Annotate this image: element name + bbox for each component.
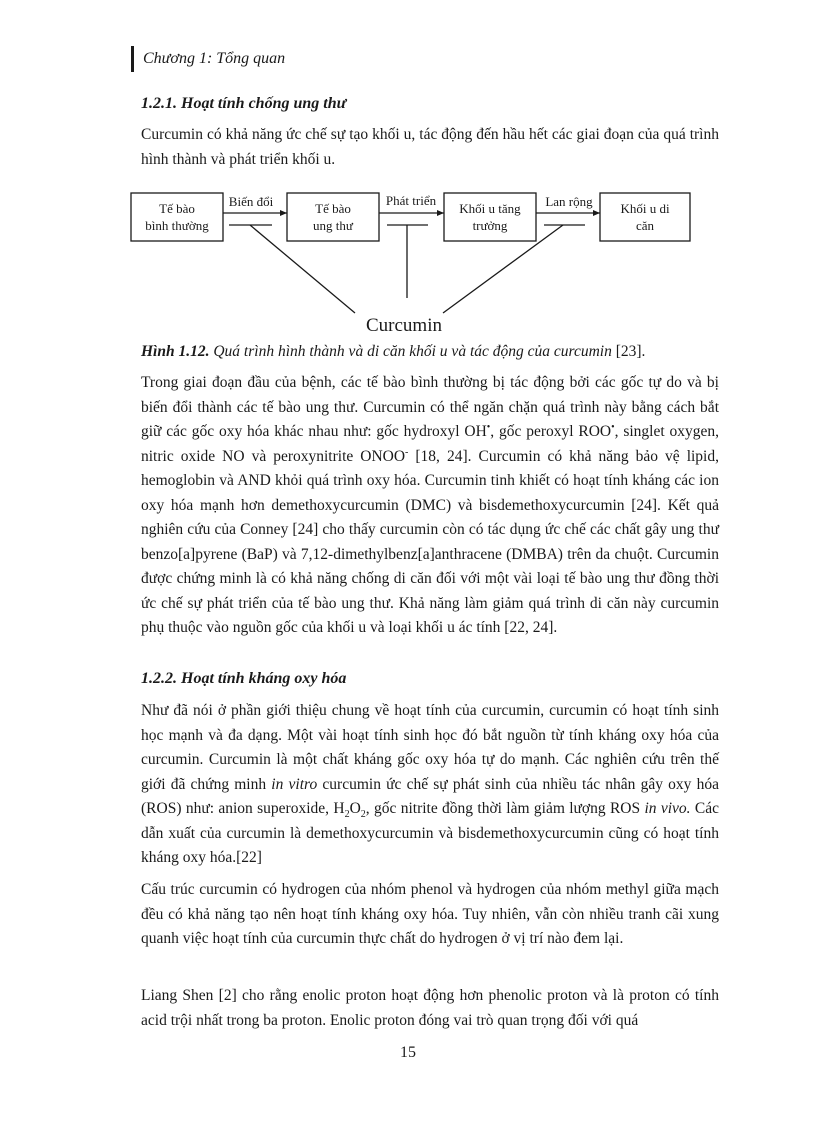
figure-ref: [23]. [611,343,646,360]
page-number: 15 [400,1044,416,1061]
box-metastasis-line2: căn [635,218,655,233]
arrow-label-develop: Phát triển [385,193,437,208]
section-heading-anticancer: 1.2.1. Hoạt tính chống ung thư [141,95,347,112]
box-tumor-growth-line2: trưởng [472,218,508,233]
box-metastasis-line1: Khối u di [620,201,670,216]
box-normal-cell-line2: bình thường [145,218,209,233]
section-intro-paragraph: Curcumin có khả năng ức chế sự tạo khối u, tác động đến hầu hết các giai đoạn của quá trình hình thành và phát triển khối u. [141,126,719,168]
arrow-label-spread: Lan rộng [545,194,593,209]
inhibit-line-3 [443,225,563,313]
tumor-process-diagram [0,180,816,340]
box-cancer-cell-line2: ung thư [313,218,353,233]
chapter-header: Chương 1: Tổng quan [131,46,285,72]
paragraph-antioxidant: Như đã nói ở phần giới thiệu chung về hoạt tính của curcumin, curcumin có hoạt tính sinh học mạnh và đa dạng. Một vài hoạt tính sinh học đó bắt nguồn từ tính kháng oxy hóa của curcumin. Curcumin là một chất kháng gốc oxy hóa tự do mạnh. Các nghiên cứu trên thế giới đã chứng minh in vitro curcumin ức chế sự phát sinh của nhiều tác nhân gây oxy hóa (ROS) như: anion superoxide, $H_2O_2$, gốc nitrite đồng thời làm giảm lượng ROS in vivo. Các dẫn xuất của curcumin là demethoxycurcumin và bisdemethoxycurcumin cũng có hoạt tính kháng oxy hóa.[22] [141,702,719,866]
section-heading-antioxidant: 1.2.2. Hoạt tính kháng oxy hóa [141,670,347,687]
arrow-label-transform: Biến đổi [228,194,274,209]
box-tumor-growth-line1: Khối u tăng [459,201,521,216]
box-normal-cell-line1: Tế bào [159,201,195,216]
figure-label: Hình 1.12. [141,343,210,360]
box-cancer-cell-line1: Tế bào [315,201,351,216]
figure-title: Quá trình hình thành và di căn khối u và tác động của curcumin [213,343,612,360]
curcumin-label: Curcumin [366,315,442,336]
paragraph-structure: Cấu trúc curcumin có hydrogen của nhóm phenol và hydrogen của nhóm methyl giữa mạch đều có khả năng tạo nên hoạt tính kháng oxy hóa. Tuy nhiên, vẫn còn nhiều tranh cãi xung quanh việc hoạt tính của curcumin thực chất do hydrogen ở vị trí nào đem lại. [141,881,719,947]
figure-caption [141,343,645,361]
paragraph-liang-shen: Liang Shen [2] cho rằng enolic proton hoạt động hơn phenolic proton và là proton có tính acid trội nhất trong ba proton. Enolic proton đóng vai trò quan trọng đối với quá [141,987,719,1029]
inhibit-line-1 [250,225,355,313]
paragraph-cancer-stages: Trong giai đoạn đầu của bệnh, các tế bào bình thường bị tác động bởi các gốc tự do và bị biến đổi thành các tế bào ung thư. Curcumin có thể ngăn chặn quá trình này bằng cách bắt giữ các gốc oxy hóa khác nhau như: gốc hydroxyl OH•, gốc peroxyl ROO•, singlet oxygen, nitric oxide NO và peroxynitrite ONOO- [18, 24]. Curcumin có khả năng bảo vệ lipid, hemoglobin và AND khỏi quá trình oxy hóa. Curcumin tinh khiết có hoạt tính kháng các ion oxy hóa mạnh hơn demethoxycurcumin (DMC) và bisdemethoxycurcumin [24]. Kết quả nghiên cứu của Conney [24] cho thấy curcumin còn có tác dụng ức chế các chất gây ung thư benzo[a]pyrene (BaP) và 7,12-dimethylbenz[a]anthracene (DMBA) trên da chuột. Curcumin được chứng minh là có khả năng chống di căn đối với một vài loại tế bào ung thư đồng thời ức chế sự phát triển của tế bào ung thư. Khả năng làm giảm quá trình di căn này curcumin phụ thuộc vào nguồn gốc của khối u và loại khối u ác tính [22, 24]. [141,374,720,636]
